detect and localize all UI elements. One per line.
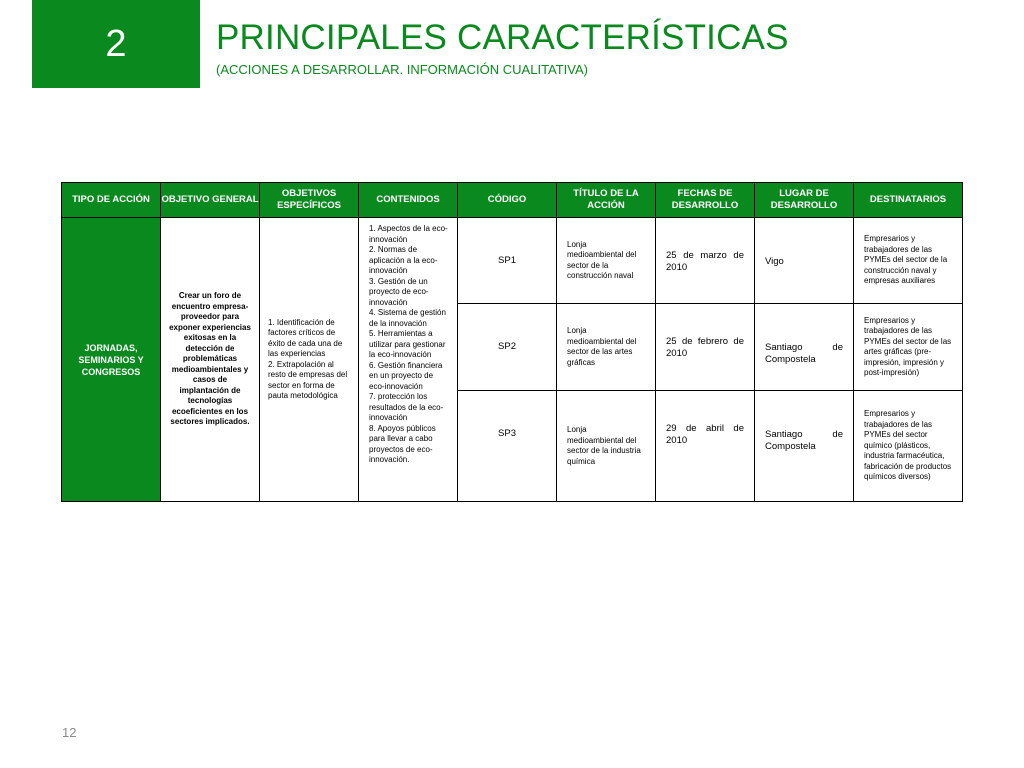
table-row (62, 218, 963, 304)
destinatarios-cell: Empresarios y trabajadores de las PYMEs del sector químico (plásticos, industria farmacéutica, fabricación de productos químicos diversos) (854, 391, 963, 502)
objetivos-especificos-text: 1. Identificación de factores críticos de éxito de cada una de las experiencias 2. Extrapolación al resto de empresas del sector en forma de pauta metodológica (268, 317, 348, 400)
codigo-cell: SP2 (458, 304, 557, 391)
titulo-cell: Lonja medioambiental del sector de las artes gráficas (557, 304, 656, 391)
fechas-cell: 29 de abril de 2010 (656, 391, 755, 502)
section-number-badge (32, 0, 200, 88)
destinatarios-cell: Empresarios y trabajadores de las PYMEs del sector de las artes gráficas (pre-impresión, impresión y post-impresión) (854, 304, 963, 391)
column-header-destinatarios: DESTINATARIOS (854, 183, 963, 218)
column-header-lugar-desarrollo: LUGAR DE DESARROLLO (755, 183, 854, 218)
lugar-cell: Vigo (755, 218, 854, 304)
column-header-tipo-accion: TIPO DE ACCIÓN (62, 183, 161, 218)
column-header-titulo-accion: TÍTULO DE LA ACCIÓN (557, 183, 656, 218)
page-subtitle: (ACCIONES A DESARROLLAR. INFORMACIÓN CUALITATIVA) (216, 62, 589, 77)
lugar-cell: Santiago de Compostela (755, 304, 854, 391)
page-title: PRINCIPALES CARACTERÍSTICAS (216, 18, 789, 57)
column-header-contenidos: CONTENIDOS (359, 183, 458, 218)
fechas-cell: 25 de febrero de 2010 (656, 304, 755, 391)
contenidos-cell (359, 218, 458, 502)
column-header-fechas-desarrollo: FECHAS DE DESARROLLO (656, 183, 755, 218)
codigo-cell: SP1 (458, 218, 557, 304)
column-header-codigo: CÓDIGO (458, 183, 557, 218)
objetivo-general-cell: Crear un foro de encuentro empresa-proveedor para exponer experiencias exitosas en la detección de problemáticas medioambientales y casos de implantación de tecnologías ecoeficientes en los sectores implicados. (161, 218, 260, 502)
lugar-cell: Santiago de Compostela (755, 391, 854, 502)
section-number: 2 (105, 22, 127, 65)
page-number: 12 (62, 725, 77, 740)
titulo-cell: Lonja medioambiental del sector de la construcción naval (557, 218, 656, 304)
objetivos-especificos-cell (260, 218, 359, 502)
column-header-objetivo-general: OBJETIVO GENERAL (161, 183, 260, 218)
actions-table (61, 182, 963, 502)
destinatarios-cell: Empresarios y trabajadores de las PYMEs del sector de la construcción naval y empresas auxiliares (854, 218, 963, 304)
column-header-objetivos-especificos: OBJETIVOS ESPECÍFICOS (260, 183, 359, 218)
codigo-cell: SP3 (458, 391, 557, 502)
tipo-accion-cell: JORNADAS, SEMINARIOS Y CONGRESOS (62, 218, 161, 502)
table-header-row (62, 183, 963, 218)
titulo-cell: Lonja medioambiental del sector de la industria química (557, 391, 656, 502)
contenidos-text: 1. Aspectos de la eco-innovación 2. Normas de aplicación a la eco-innovación 3. Gestión de un proyecto de eco-innovación 4. Sistema de gestión de la innovación 5. Herramientas a utilizar para gestionar la eco-innovación 6. Gestión financiera en un proyecto de eco-innovación 7. protección los resultados de la eco-innovación 8. Apoyos públicos para llevar a cabo proyectos de eco-innovación. (369, 224, 448, 464)
fechas-cell: 25 de marzo de 2010 (656, 218, 755, 304)
